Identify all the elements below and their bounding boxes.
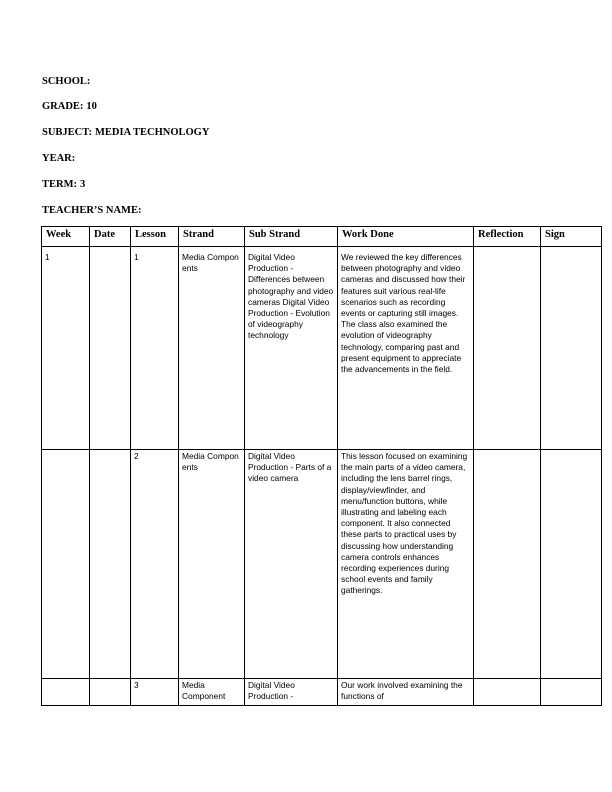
cell-work-done: We reviewed the key differences between photography and video cameras and discussed how their features suit various real-life scenarios such as recording events or capturing still images. The class also examined the evolution of videography technology, comparing past and present equipment to appreciate the advancements in the field.: [338, 247, 474, 450]
term-line: [42, 179, 85, 190]
col-header-work-done: Work Done: [338, 227, 474, 247]
term-value: 3: [80, 179, 86, 190]
cell-work-done: [338, 679, 474, 706]
teacher-label: TEACHER’S NAME:: [42, 205, 142, 216]
cell-sub-strand: Digital Video Production - Differences between photography and video cameras Digital Video Production - Evolution of videography technology: [245, 247, 338, 450]
cell-lesson: 1: [131, 247, 179, 450]
subject-value: MEDIA TECHNOLOGY: [94, 127, 210, 138]
table-header-row: [42, 227, 602, 247]
year-line: [42, 153, 78, 164]
cell-sign: [541, 450, 602, 679]
cell-week: 1: [42, 247, 90, 450]
cell-reflection: [474, 247, 541, 450]
table-row: [42, 679, 602, 706]
cell-sub-strand-text: Digital Video Production -: [248, 680, 295, 702]
cell-sign: [541, 679, 602, 706]
cell-reflection: [474, 679, 541, 706]
subject-label: SUBJECT:: [42, 127, 92, 138]
cell-reflection: [474, 450, 541, 679]
cell-lesson: 3: [131, 679, 179, 706]
col-header-strand: Strand: [179, 227, 245, 247]
school-label: SCHOOL:: [42, 76, 91, 87]
table-row: [42, 247, 602, 450]
grade-value: 10: [86, 101, 97, 112]
subject-line: [42, 127, 209, 138]
grade-label: GRADE:: [42, 101, 84, 112]
cell-date: [90, 247, 131, 450]
cell-lesson: 2: [131, 450, 179, 679]
col-header-reflection: Reflection: [474, 227, 541, 247]
col-header-date: Date: [90, 227, 131, 247]
col-header-sub-strand: Sub Strand: [245, 227, 338, 247]
grade-line: [42, 101, 97, 112]
cell-sub-strand: Digital Video Production - Parts of a video camera: [245, 450, 338, 679]
table-row: [42, 450, 602, 679]
cell-date: [90, 679, 131, 706]
cell-strand: Media Components: [179, 450, 245, 679]
teacher-line: [42, 205, 144, 216]
cell-sub-strand: [245, 679, 338, 706]
cell-work-done-text: Our work involved examining the functions of: [341, 680, 463, 702]
school-line: [42, 76, 93, 87]
year-label: YEAR:: [42, 153, 76, 164]
cell-strand: Media Components: [179, 247, 245, 450]
col-header-sign: Sign: [541, 227, 602, 247]
cell-week: [42, 450, 90, 679]
col-header-lesson: Lesson: [131, 227, 179, 247]
cell-strand: [179, 679, 245, 706]
col-header-week: Week: [42, 227, 90, 247]
lesson-record-table: [41, 226, 602, 706]
cell-sign: [541, 247, 602, 450]
cell-date: [90, 450, 131, 679]
cell-week: [42, 679, 90, 706]
cell-work-done: This lesson focused on examining the main parts of a video camera, including the lens barrel rings, display/viewfinder, and menu/function buttons, while illustrating and labeling each component. It also connected these parts to practical uses by discussing how understanding camera controls enhances recording experiences during school events and family gatherings.: [338, 450, 474, 679]
term-label: TERM:: [42, 179, 77, 190]
cell-strand-text: Media Component: [182, 680, 226, 702]
